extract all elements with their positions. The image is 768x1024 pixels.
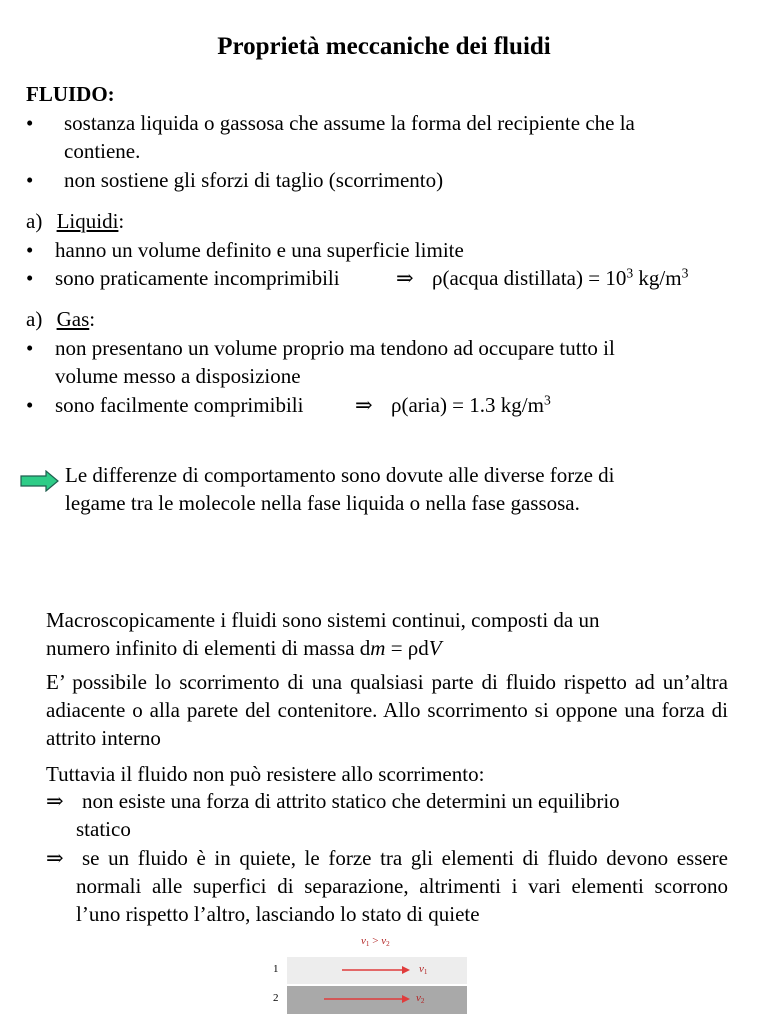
note-line-2: legame tra le molecole nella fase liquida o nella fase gassosa. [65,491,580,515]
bullet: • [26,168,34,192]
fluido-item-2: non sostiene gli sforzi di taglio (scorrimento) [64,168,444,192]
static-friction-line-2: statico [76,817,131,841]
implies-arrow: ⇒ [396,266,414,290]
continuum-line-2: numero infinito di elementi di massa dm = ρdV [46,636,442,660]
bullet: • [26,336,34,360]
bullet: • [26,393,34,417]
quiet-fluid-paragraph: se un fluido è in quiete, le forze tra gli elementi di fluido devono essere normali alle superfici di separazione, altrimenti i vari elementi scorrono l’uno rispetto l’altro, lasciando lo stato di quiete [76,846,728,926]
page-title: Proprietà meccaniche dei fluidi [217,33,551,60]
liquidi-item-1: hanno un volume definito e una superficie limite [55,238,464,262]
colon: : [89,307,96,331]
bullet: • [26,238,34,262]
colon: : [118,209,125,233]
velocity-arrow-2-icon [322,992,412,1006]
water-density: ρ(acqua distillata) = $10^3$ $kg/m^3$ [432,265,689,290]
bullet: • [26,266,34,290]
block-arrow-icon [20,470,60,492]
implies-arrow: ⇒ [46,789,64,813]
velocity-arrow-1-icon [340,963,412,977]
implies-arrow: ⇒ [46,846,64,870]
layer-2-label: 2 [273,992,279,1004]
static-friction-line-1: non esiste una forza di attrito statico che determini un equilibrio [82,789,620,813]
list-marker: a) [26,307,43,331]
fluido-heading: FLUIDO: [26,82,115,106]
bullet: • [26,111,34,135]
velocity-caption: $v_1 > v_2$ [361,935,390,948]
no-resist-paragraph: Tuttavia il fluido non può resistere allo scorrimento: [46,762,485,786]
layer-1-velocity: $v_1$ [419,963,428,976]
gas-item-1: non presentano un volume proprio ma tendono ad occupare tutto il [55,336,615,360]
gas-label: Gas [56,307,90,331]
air-density: ρ(aria) = 1.3 $kg/m^3$ [391,392,551,417]
shear-paragraph: E’ possibile lo scorrimento di una qualsiasi parte di fluido rispetto ad un’altra adiacente o alla parete del contenitore. Allo scorrimento si oppone una forza di attrito interno [46,670,728,750]
implies-arrow: ⇒ [355,393,373,417]
layer-1-label: 1 [273,963,279,975]
liquidi-heading [26,207,124,235]
gas-item-2: sono facilmente comprimibili [55,393,304,417]
note-line-1: Le differenze di comportamento sono dovute alle diverse forze di [65,463,615,487]
gas-heading [26,305,95,333]
liquidi-label: Liquidi [56,209,119,233]
fluido-item-1-cont: contiene. [64,139,141,163]
liquidi-item-2: sono praticamente incomprimibili [55,266,340,290]
list-marker: a) [26,209,43,233]
continuum-line-1: Macroscopicamente i fluidi sono sistemi continui, composti da un [46,608,600,632]
gas-item-1-cont: volume messo a disposizione [55,364,301,388]
layer-2-velocity: $v_2$ [416,992,425,1005]
fluido-item-1: sostanza liquida o gassosa che assume la forma del recipiente che la [64,111,635,135]
